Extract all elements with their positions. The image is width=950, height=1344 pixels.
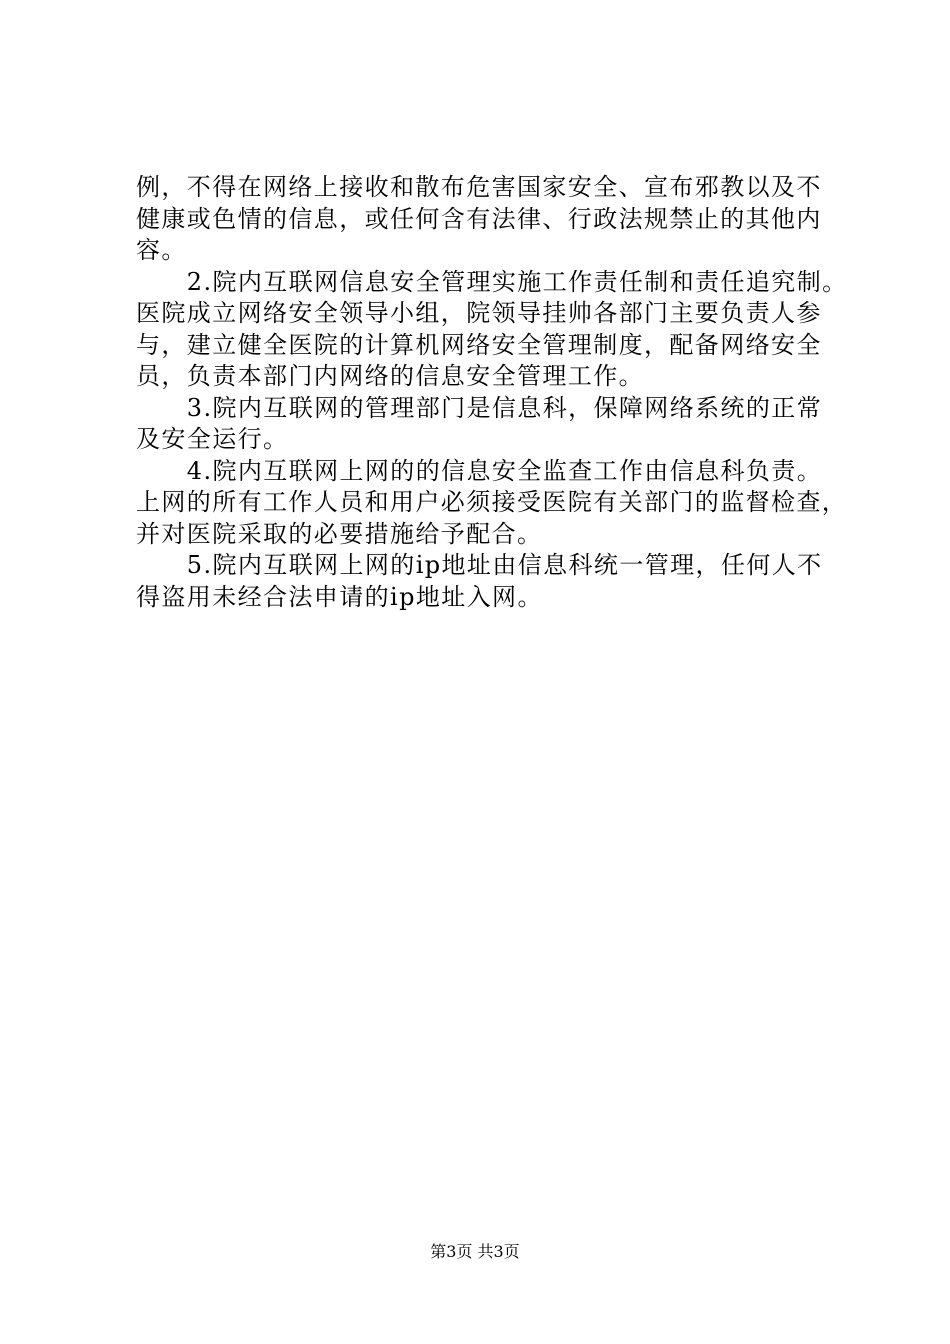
text-line-1: 例，不得在网络上接收和散布危害国家安全、宣布邪教以及不 (136, 173, 822, 201)
text-line-8: 3.院内互联网的管理部门是信息科，保障网络系统的正常 (136, 393, 823, 422)
text-line-4: 2.院内互联网信息安全管理实施工作责任制和责任追究制。 (136, 267, 848, 296)
text-line-7: 员，负责本部门内网络的信息安全管理工作。 (136, 362, 644, 390)
text-line-12: 并对医院采取的必要措施给予配合。 (136, 519, 543, 548)
page-footer: 第3页 共3页 (430, 1242, 520, 1261)
text-line-5: 医院成立网络安全领导小组，院领导挂帅各部门主要负责人参 (136, 299, 822, 327)
text-line-10: 4.院内互联网上网的的信息安全监查工作由信息科负责。 (136, 456, 823, 485)
body-text (136, 172, 848, 613)
text-line-9: 及安全运行。 (136, 425, 289, 453)
text-line-6: 与，建立健全医院的计算机网络安全管理制度，配备网络安全 (136, 330, 822, 359)
text-line-2: 健康或色情的信息，或任何含有法律、行政法规禁止的其他内 (136, 204, 822, 233)
text-line-11: 上网的所有工作人员和用户必须接受医院有关部门的监督检查， (136, 488, 848, 516)
text-line-14: 得盗用未经合法申请的ip地址入网。 (136, 582, 543, 611)
text-line-13: 5.院内互联网上网的ip地址由信息科统一管理，任何人不 (136, 551, 823, 579)
text-line-3: 容。 (136, 236, 187, 264)
